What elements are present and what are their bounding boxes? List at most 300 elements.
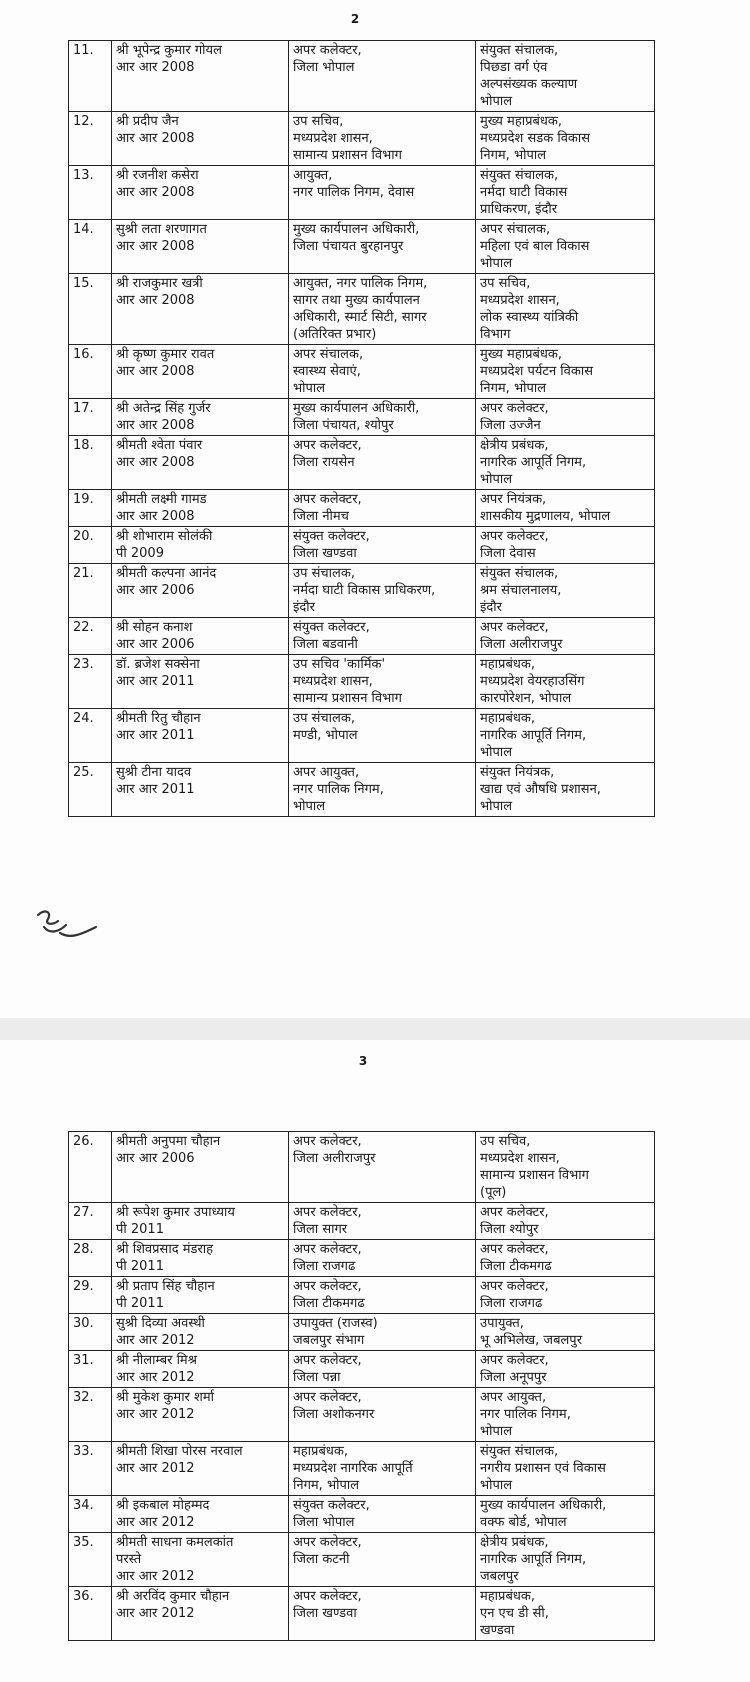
- from-line: जिला भोपाल: [293, 1515, 355, 1530]
- serial-number: 26.: [69, 1132, 112, 1203]
- to-line: जिला अनूपपुर: [480, 1370, 547, 1385]
- to-line: संयुक्त संचालक,: [480, 43, 559, 58]
- to-line: संयुक्त नियंत्रक,: [480, 765, 555, 780]
- to-line: अल्पसंख्यक कल्याण: [480, 77, 578, 92]
- to-line: जिला राजगढ: [480, 1296, 543, 1311]
- officer-name-cell: [112, 527, 289, 564]
- new-posting-cell: [476, 112, 655, 166]
- to-line: संयुक्त संचालक,: [480, 168, 559, 183]
- serial-number: 12.: [69, 112, 112, 166]
- signature-mark: [30, 905, 102, 953]
- to-line: अपर कलेक्टर,: [480, 620, 549, 635]
- to-line: महाप्रबंधक,: [480, 1589, 535, 1604]
- name-line: आर आर 2006: [116, 637, 195, 652]
- to-line: अपर कलेक्टर,: [480, 1205, 549, 1220]
- officer-name-cell: [112, 564, 289, 618]
- from-line: निगम, भोपाल: [293, 1478, 360, 1493]
- serial-number: 29.: [69, 1277, 112, 1314]
- from-line: (अतिरिक्त प्रभार): [293, 327, 377, 342]
- serial-number: 14.: [69, 220, 112, 274]
- officer-name-cell: [112, 1203, 289, 1240]
- to-line: भोपाल: [480, 472, 513, 487]
- to-line: जिला अलीराजपुर: [480, 637, 563, 652]
- to-line: कारपोरेशन, भोपाल: [480, 691, 572, 706]
- name-line: श्री प्रदीप जैन: [116, 114, 179, 129]
- to-line: जिला देवास: [480, 546, 536, 561]
- serial-number: 32.: [69, 1388, 112, 1442]
- officer-name-cell: [112, 1240, 289, 1277]
- serial-number: 25.: [69, 763, 112, 817]
- name-line: श्रीमती अनुपमा चौहान: [116, 1134, 221, 1149]
- to-line: अपर कलेक्टर,: [480, 1279, 549, 1294]
- from-line: उपायुक्त (राजस्व): [293, 1316, 378, 1331]
- name-line: सुश्री दिव्या अवस्थी: [116, 1316, 205, 1331]
- serial-number: 13.: [69, 166, 112, 220]
- to-line: सामान्य प्रशासन विभाग: [480, 1168, 589, 1183]
- to-line: भोपाल: [480, 1478, 513, 1493]
- to-line: वक्फ बोर्ड, भोपाल: [480, 1515, 567, 1530]
- table-row: [69, 1314, 655, 1351]
- current-posting-cell: [289, 763, 476, 817]
- name-line: आर आर 2006: [116, 583, 195, 598]
- table-row: [69, 399, 655, 436]
- officer-name-cell: [112, 166, 289, 220]
- name-line: श्री शिवप्रसाद मंडराह: [116, 1242, 214, 1257]
- to-line: भोपाल: [480, 94, 513, 109]
- current-posting-cell: [289, 274, 476, 345]
- to-line: मध्यप्रदेश वेयरहाउसिंग: [480, 674, 585, 689]
- from-line: अपर कलेक्टर,: [293, 1353, 362, 1368]
- officer-name-cell: [112, 399, 289, 436]
- serial-number: 24.: [69, 709, 112, 763]
- officer-name-cell: [112, 112, 289, 166]
- new-posting-cell: [476, 1442, 655, 1496]
- to-line: अपर कलेक्टर,: [480, 529, 549, 544]
- to-line: नगरीय प्रशासन एवं विकास: [480, 1461, 606, 1476]
- officer-name-cell: [112, 345, 289, 399]
- from-line: अपर कलेक्टर,: [293, 1242, 362, 1257]
- from-line: भोपाल: [293, 381, 326, 396]
- new-posting-cell: [476, 1388, 655, 1442]
- to-line: भोपाल: [480, 1424, 513, 1439]
- new-posting-cell: [476, 564, 655, 618]
- from-line: अपर कलेक्टर,: [293, 1205, 362, 1220]
- officer-name-cell: [112, 1314, 289, 1351]
- from-line: अपर आयुक्त,: [293, 765, 360, 780]
- name-line: परस्ते: [116, 1552, 142, 1567]
- from-line: अपर कलेक्टर,: [293, 1134, 362, 1149]
- current-posting-cell: [289, 709, 476, 763]
- name-line: आर आर 2008: [116, 185, 195, 200]
- name-line: सुश्री लता शरणागत: [116, 222, 207, 237]
- from-line: अपर कलेक्टर,: [293, 1589, 362, 1604]
- new-posting-cell: [476, 527, 655, 564]
- current-posting-cell: [289, 345, 476, 399]
- table-row: [69, 655, 655, 709]
- serial-number: 17.: [69, 399, 112, 436]
- to-line: नागरिक आपूर्ति निगम,: [480, 1552, 587, 1567]
- from-line: नगर पालिक निगम, देवास: [293, 185, 415, 200]
- name-line: आर आर 2012: [116, 1333, 195, 1348]
- to-line: नागरिक आपूर्ति निगम,: [480, 728, 587, 743]
- name-line: आर आर 2008: [116, 455, 195, 470]
- current-posting-cell: [289, 1240, 476, 1277]
- from-line: अपर कलेक्टर,: [293, 1279, 362, 1294]
- from-line: जिला बडवानी: [293, 637, 358, 652]
- current-posting-cell: [289, 1203, 476, 1240]
- serial-number: 19.: [69, 490, 112, 527]
- from-line: संयुक्त कलेक्टर,: [293, 529, 370, 544]
- name-line: आर आर 2012: [116, 1407, 195, 1422]
- from-line: मुख्य कार्यपालन अधिकारी,: [293, 222, 420, 237]
- from-line: मण्डी, भोपाल: [293, 728, 358, 743]
- from-line: जिला अशोकनगर: [293, 1407, 375, 1422]
- current-posting-cell: [289, 1388, 476, 1442]
- name-line: आर आर 2011: [116, 728, 195, 743]
- name-line: आर आर 2012: [116, 1515, 195, 1530]
- to-line: मध्यप्रदेश शासन,: [480, 1151, 560, 1166]
- new-posting-cell: [476, 1587, 655, 1641]
- name-line: डॉ. ब्रजेश सक्सेना: [116, 657, 200, 672]
- current-posting-cell: [289, 1351, 476, 1388]
- to-line: भोपाल: [480, 256, 513, 271]
- from-line: अधिकारी, स्मार्ट सिटी, सागर: [293, 310, 427, 325]
- name-line: पी 2011: [116, 1296, 164, 1311]
- name-line: आर आर 2011: [116, 674, 195, 689]
- from-line: अपर कलेक्टर,: [293, 492, 362, 507]
- current-posting-cell: [289, 1132, 476, 1203]
- name-line: श्री प्रताप सिंह चौहान: [116, 1279, 215, 1294]
- officer-name-cell: [112, 1533, 289, 1587]
- name-line: आर आर 2012: [116, 1461, 195, 1476]
- new-posting-cell: [476, 655, 655, 709]
- from-line: महाप्रबंधक,: [293, 1444, 348, 1459]
- name-line: श्री भूपेन्द्र कुमार गोयल: [116, 43, 222, 58]
- from-line: मध्यप्रदेश शासन,: [293, 131, 373, 146]
- officer-name-cell: [112, 1132, 289, 1203]
- to-line: महाप्रबंधक,: [480, 711, 535, 726]
- serial-number: 31.: [69, 1351, 112, 1388]
- to-line: खाद्य एवं औषधि प्रशासन,: [480, 782, 601, 797]
- name-line: पी 2011: [116, 1259, 164, 1274]
- new-posting-cell: [476, 166, 655, 220]
- table-row: [69, 709, 655, 763]
- serial-number: 35.: [69, 1533, 112, 1587]
- to-line: निगम, भोपाल: [480, 381, 547, 396]
- table-row: [69, 166, 655, 220]
- serial-number: 23.: [69, 655, 112, 709]
- current-posting-cell: [289, 166, 476, 220]
- to-line: जिला उज्जैन: [480, 418, 541, 433]
- new-posting-cell: [476, 1277, 655, 1314]
- to-line: नर्मदा घाटी विकास: [480, 185, 568, 200]
- new-posting-cell: [476, 1314, 655, 1351]
- officer-name-cell: [112, 1277, 289, 1314]
- to-line: मध्यप्रदेश शासन,: [480, 293, 560, 308]
- name-line: श्री अरविंद कुमार चौहान: [116, 1589, 230, 1604]
- current-posting-cell: [289, 1587, 476, 1641]
- name-line: श्रीमती साधना कमलकांत: [116, 1535, 234, 1550]
- from-line: जबलपुर संभाग: [293, 1333, 365, 1348]
- page-gap: [0, 1018, 750, 1040]
- name-line: श्री सोहन कनाश: [116, 620, 193, 635]
- to-line: खण्डवा: [480, 1623, 515, 1638]
- from-line: जिला अलीराजपुर: [293, 1151, 376, 1166]
- to-line: इंदौर: [480, 600, 502, 615]
- to-line: अपर कलेक्टर,: [480, 1242, 549, 1257]
- from-line: जिला टीकमगढ: [293, 1296, 365, 1311]
- new-posting-cell: [476, 1533, 655, 1587]
- officer-name-cell: [112, 41, 289, 112]
- table-row: [69, 436, 655, 490]
- current-posting-cell: [289, 1533, 476, 1587]
- to-line: निगम, भोपाल: [480, 148, 547, 163]
- to-line: उप सचिव,: [480, 276, 531, 291]
- serial-number: 11.: [69, 41, 112, 112]
- current-posting-cell: [289, 655, 476, 709]
- serial-number: 33.: [69, 1442, 112, 1496]
- to-line: मुख्य महाप्रबंधक,: [480, 114, 563, 129]
- from-line: मुख्य कार्यपालन अधिकारी,: [293, 401, 420, 416]
- to-line: प्राधिकरण, इंदौर: [480, 202, 558, 217]
- to-line: अपर नियंत्रक,: [480, 492, 547, 507]
- from-line: नगर पालिक निगम,: [293, 782, 384, 797]
- name-line: श्री नीलाम्बर मिश्र: [116, 1353, 197, 1368]
- current-posting-cell: [289, 436, 476, 490]
- to-line: श्रम संचालनालय,: [480, 583, 562, 598]
- from-line: जिला राजगढ: [293, 1259, 356, 1274]
- serial-number: 18.: [69, 436, 112, 490]
- name-line: श्री इकबाल मोहम्मद: [116, 1498, 210, 1513]
- to-line: अपर कलेक्टर,: [480, 401, 549, 416]
- officer-name-cell: [112, 490, 289, 527]
- name-line: पी 2009: [116, 546, 164, 561]
- officer-name-cell: [112, 274, 289, 345]
- from-line: इंदौर: [293, 600, 315, 615]
- to-line: जिला टीकमगढ: [480, 1259, 552, 1274]
- to-line: नागरिक आपूर्ति निगम,: [480, 455, 587, 470]
- name-line: आर आर 2008: [116, 418, 195, 433]
- table-row: [69, 1132, 655, 1203]
- serial-number: 20.: [69, 527, 112, 564]
- officer-name-cell: [112, 655, 289, 709]
- name-line: आर आर 2006: [116, 1151, 195, 1166]
- serial-number: 16.: [69, 345, 112, 399]
- name-line: आर आर 2012: [116, 1370, 195, 1385]
- table-row: [69, 564, 655, 618]
- from-line: उप सचिव,: [293, 114, 344, 129]
- table-row: [69, 1533, 655, 1587]
- to-line: (पूल): [480, 1185, 507, 1200]
- table-row: [69, 1388, 655, 1442]
- from-line: जिला पन्ना: [293, 1370, 341, 1385]
- new-posting-cell: [476, 1351, 655, 1388]
- current-posting-cell: [289, 527, 476, 564]
- table-row: [69, 618, 655, 655]
- from-line: जिला नीमच: [293, 509, 349, 524]
- from-line: आयुक्त, नगर पालिक निगम,: [293, 276, 428, 291]
- name-line: पी 2011: [116, 1222, 164, 1237]
- table-row: [69, 274, 655, 345]
- transfer-table: [68, 1131, 655, 1641]
- page-number: 3: [358, 1054, 368, 1068]
- name-line: श्रीमती लक्ष्मी गामड: [116, 492, 207, 507]
- from-line: अपर कलेक्टर,: [293, 438, 362, 453]
- officer-name-cell: [112, 1442, 289, 1496]
- table-row: [69, 1203, 655, 1240]
- to-line: नगर पालिक निगम,: [480, 1407, 571, 1422]
- name-line: श्रीमती शिखा पोरस नरवाल: [116, 1444, 243, 1459]
- new-posting-cell: [476, 436, 655, 490]
- serial-number: 36.: [69, 1587, 112, 1641]
- from-line: जिला सागर: [293, 1222, 348, 1237]
- to-line: क्षेत्रीय प्रबंधक,: [480, 1535, 549, 1550]
- name-line: आर आर 2008: [116, 293, 195, 308]
- to-line: मुख्य महाप्रबंधक,: [480, 347, 563, 362]
- from-line: मध्यप्रदेश नागरिक आपूर्ति: [293, 1461, 413, 1476]
- to-line: क्षेत्रीय प्रबंधक,: [480, 438, 549, 453]
- table-row: [69, 527, 655, 564]
- officer-name-cell: [112, 1496, 289, 1533]
- to-line: संयुक्त संचालक,: [480, 1444, 559, 1459]
- name-line: श्री कृष्ण कुमार रावत: [116, 347, 215, 362]
- from-line: अपर कलेक्टर,: [293, 1390, 362, 1405]
- serial-number: 34.: [69, 1496, 112, 1533]
- current-posting-cell: [289, 1277, 476, 1314]
- to-line: अपर संचालक,: [480, 222, 551, 237]
- to-line: अपर आयुक्त,: [480, 1390, 547, 1405]
- to-line: संयुक्त संचालक,: [480, 566, 559, 581]
- new-posting-cell: [476, 220, 655, 274]
- officer-name-cell: [112, 220, 289, 274]
- new-posting-cell: [476, 618, 655, 655]
- officer-name-cell: [112, 1388, 289, 1442]
- to-line: भू अभिलेख, जबलपुर: [480, 1333, 583, 1348]
- from-line: सामान्य प्रशासन विभाग: [293, 691, 402, 706]
- from-line: जिला खण्डवा: [293, 546, 357, 561]
- to-line: उप सचिव,: [480, 1134, 531, 1149]
- table-row: [69, 1277, 655, 1314]
- new-posting-cell: [476, 709, 655, 763]
- officer-name-cell: [112, 1587, 289, 1641]
- table-row: [69, 1587, 655, 1641]
- to-line: महाप्रबंधक,: [480, 657, 535, 672]
- from-line: उप सचिव 'कार्मिक': [293, 657, 386, 672]
- name-line: आर आर 2011: [116, 782, 195, 797]
- name-line: श्री मुकेश कुमार शर्मा: [116, 1390, 214, 1405]
- current-posting-cell: [289, 1314, 476, 1351]
- officer-name-cell: [112, 1351, 289, 1388]
- name-line: आर आर 2012: [116, 1569, 195, 1584]
- table-row: [69, 1496, 655, 1533]
- name-line: श्रीमती श्वेता पंवार: [116, 438, 203, 453]
- new-posting-cell: [476, 1203, 655, 1240]
- current-posting-cell: [289, 112, 476, 166]
- table-row: [69, 345, 655, 399]
- officer-name-cell: [112, 436, 289, 490]
- name-line: आर आर 2008: [116, 509, 195, 524]
- from-line: उप संचालक,: [293, 711, 355, 726]
- to-line: मुख्य कार्यपालन अधिकारी,: [480, 1498, 607, 1513]
- name-line: आर आर 2008: [116, 131, 195, 146]
- from-line: उप संचालक,: [293, 566, 355, 581]
- from-line: अपर संचालक,: [293, 347, 364, 362]
- new-posting-cell: [476, 1132, 655, 1203]
- serial-number: 22.: [69, 618, 112, 655]
- new-posting-cell: [476, 274, 655, 345]
- to-line: भोपाल: [480, 745, 513, 760]
- name-line: सुश्री टीना यादव: [116, 765, 192, 780]
- from-line: भोपाल: [293, 799, 326, 814]
- name-line: आर आर 2012: [116, 1606, 195, 1621]
- document-page-3: [0, 1040, 750, 1682]
- page-number: 2: [350, 12, 360, 26]
- from-line: सागर तथा मुख्य कार्यपालन: [293, 293, 420, 308]
- from-line: आयुक्त,: [293, 168, 333, 183]
- from-line: जिला कटनी: [293, 1552, 350, 1567]
- table-row: [69, 763, 655, 817]
- table-row: [69, 490, 655, 527]
- from-line: नर्मदा घाटी विकास प्राधिकरण,: [293, 583, 436, 598]
- new-posting-cell: [476, 1496, 655, 1533]
- from-line: अपर कलेक्टर,: [293, 43, 362, 58]
- from-line: संयुक्त कलेक्टर,: [293, 620, 370, 635]
- officer-name-cell: [112, 763, 289, 817]
- current-posting-cell: [289, 220, 476, 274]
- new-posting-cell: [476, 345, 655, 399]
- from-line: जिला पंचायत बुरहानपुर: [293, 239, 404, 254]
- name-line: आर आर 2008: [116, 239, 195, 254]
- from-line: अपर कलेक्टर,: [293, 1535, 362, 1550]
- from-line: संयुक्त कलेक्टर,: [293, 1498, 370, 1513]
- serial-number: 28.: [69, 1240, 112, 1277]
- new-posting-cell: [476, 399, 655, 436]
- from-line: सामान्य प्रशासन विभाग: [293, 148, 402, 163]
- to-line: एन एच डी सी,: [480, 1606, 549, 1621]
- to-line: विभाग: [480, 327, 511, 342]
- name-line: श्री राजकुमार खत्री: [116, 276, 203, 291]
- name-line: श्रीमती रितु चौहान: [116, 711, 201, 726]
- from-line: जिला पंचायत, श्योपुर: [293, 418, 394, 433]
- current-posting-cell: [289, 490, 476, 527]
- table-row: [69, 1240, 655, 1277]
- name-line: श्री अतेन्द्र सिंह गुर्जर: [116, 401, 211, 416]
- from-line: मध्यप्रदेश शासन,: [293, 674, 373, 689]
- name-line: श्री शोभाराम सोलंकी: [116, 529, 213, 544]
- table-row: [69, 1351, 655, 1388]
- new-posting-cell: [476, 763, 655, 817]
- name-line: आर आर 2008: [116, 364, 195, 379]
- name-line: श्रीमती कल्पना आनंद: [116, 566, 217, 581]
- table-row: [69, 220, 655, 274]
- current-posting-cell: [289, 1496, 476, 1533]
- name-line: श्री रूपेश कुमार उपाध्याय: [116, 1205, 235, 1220]
- current-posting-cell: [289, 1442, 476, 1496]
- table-row: [69, 112, 655, 166]
- current-posting-cell: [289, 618, 476, 655]
- from-line: जिला रायसेन: [293, 455, 355, 470]
- to-line: पिछडा वर्ग एंव: [480, 60, 548, 75]
- to-line: महिला एवं बाल विकास: [480, 239, 590, 254]
- name-line: श्री रजनीश कसेरा: [116, 168, 199, 183]
- to-line: भोपाल: [480, 799, 513, 814]
- to-line: शासकीय मुद्रणालय, भोपाल: [480, 509, 611, 524]
- new-posting-cell: [476, 1240, 655, 1277]
- current-posting-cell: [289, 399, 476, 436]
- table-row: [69, 1442, 655, 1496]
- to-line: उपायुक्त,: [480, 1316, 524, 1331]
- serial-number: 30.: [69, 1314, 112, 1351]
